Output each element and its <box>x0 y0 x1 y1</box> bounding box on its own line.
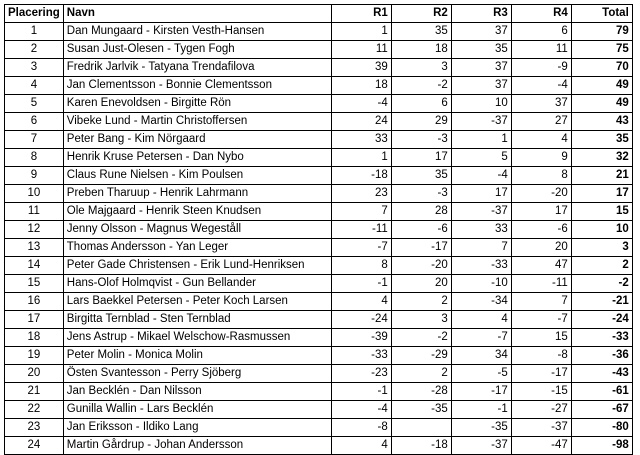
cell-r2: 6 <box>391 95 451 113</box>
cell-total: -36 <box>571 347 632 365</box>
cell-navn: Preben Tharuup - Henrik Lahrmann <box>63 185 331 203</box>
cell-r2: 3 <box>391 59 451 77</box>
table-row <box>5 257 633 275</box>
cell-r4: 6 <box>511 23 571 41</box>
cell-r1: 24 <box>331 113 391 131</box>
cell-placering: 2 <box>5 41 64 59</box>
cell-r4: 9 <box>511 149 571 167</box>
cell-r3: -10 <box>451 275 511 293</box>
header-row <box>5 5 633 23</box>
cell-placering: 23 <box>5 419 64 437</box>
cell-r4: -9 <box>511 59 571 77</box>
cell-navn: Thomas Andersson - Yan Leger <box>63 239 331 257</box>
cell-total: 3 <box>571 239 632 257</box>
cell-r2: 35 <box>391 23 451 41</box>
cell-r1: -33 <box>331 347 391 365</box>
cell-r4: -8 <box>511 347 571 365</box>
cell-r4: -47 <box>511 437 571 455</box>
cell-total: 21 <box>571 167 632 185</box>
cell-r2: -3 <box>391 131 451 149</box>
table-row <box>5 167 633 185</box>
cell-r2 <box>391 419 451 437</box>
table-row <box>5 23 633 41</box>
cell-navn: Peter Gade Christensen - Erik Lund-Henriksen <box>63 257 331 275</box>
cell-total: 2 <box>571 257 632 275</box>
cell-r1: 8 <box>331 257 391 275</box>
cell-total: 49 <box>571 95 632 113</box>
cell-navn: Ole Majgaard - Henrik Steen Knudsen <box>63 203 331 221</box>
cell-navn: Dan Mungaard - Kirsten Vesth-Hansen <box>63 23 331 41</box>
cell-r3: 33 <box>451 221 511 239</box>
cell-r4: 17 <box>511 203 571 221</box>
table-row <box>5 293 633 311</box>
cell-r1: 7 <box>331 203 391 221</box>
cell-r2: -35 <box>391 401 451 419</box>
table-row <box>5 113 633 131</box>
cell-r1: 4 <box>331 293 391 311</box>
cell-r2: 29 <box>391 113 451 131</box>
cell-navn: Jens Astrup - Mikael Welschow-Rasmussen <box>63 329 331 347</box>
cell-r4: 27 <box>511 113 571 131</box>
cell-r2: 2 <box>391 293 451 311</box>
cell-navn: Jan Becklén - Dan Nilsson <box>63 383 331 401</box>
cell-r1: 39 <box>331 59 391 77</box>
cell-total: 15 <box>571 203 632 221</box>
cell-r4: 47 <box>511 257 571 275</box>
cell-r2: -3 <box>391 185 451 203</box>
cell-placering: 5 <box>5 95 64 113</box>
cell-placering: 8 <box>5 149 64 167</box>
cell-total: -2 <box>571 275 632 293</box>
cell-r3: 5 <box>451 149 511 167</box>
cell-r2: -29 <box>391 347 451 365</box>
table-row <box>5 419 633 437</box>
cell-r4: -6 <box>511 221 571 239</box>
cell-navn: Lars Baekkel Petersen - Peter Koch Larsen <box>63 293 331 311</box>
cell-r4: -4 <box>511 77 571 95</box>
cell-r1: -8 <box>331 419 391 437</box>
cell-placering: 3 <box>5 59 64 77</box>
cell-r1: 4 <box>331 437 391 455</box>
table-row <box>5 95 633 113</box>
cell-r4: 15 <box>511 329 571 347</box>
cell-total: 75 <box>571 41 632 59</box>
header-r1: R1 <box>331 5 391 23</box>
table-row <box>5 275 633 293</box>
cell-placering: 19 <box>5 347 64 365</box>
cell-r1: -23 <box>331 365 391 383</box>
cell-total: -98 <box>571 437 632 455</box>
cell-placering: 21 <box>5 383 64 401</box>
cell-total: -61 <box>571 383 632 401</box>
cell-navn: Peter Bang - Kim Nörgaard <box>63 131 331 149</box>
cell-total: -67 <box>571 401 632 419</box>
cell-total: 10 <box>571 221 632 239</box>
cell-total: 32 <box>571 149 632 167</box>
cell-r3: 4 <box>451 311 511 329</box>
cell-r3: -35 <box>451 419 511 437</box>
cell-total: -21 <box>571 293 632 311</box>
cell-placering: 9 <box>5 167 64 185</box>
cell-r2: 17 <box>391 149 451 167</box>
table-row <box>5 185 633 203</box>
table-row <box>5 41 633 59</box>
cell-r2: 20 <box>391 275 451 293</box>
cell-r1: 33 <box>331 131 391 149</box>
cell-r2: 2 <box>391 365 451 383</box>
cell-r4: 4 <box>511 131 571 149</box>
table-row <box>5 383 633 401</box>
cell-r4: -11 <box>511 275 571 293</box>
cell-total: -43 <box>571 365 632 383</box>
table-row <box>5 401 633 419</box>
results-table <box>4 4 633 455</box>
cell-r3: 17 <box>451 185 511 203</box>
cell-navn: Jan Clementsson - Bonnie Clementsson <box>63 77 331 95</box>
cell-r2: 35 <box>391 167 451 185</box>
cell-total: 35 <box>571 131 632 149</box>
cell-r3: 10 <box>451 95 511 113</box>
cell-navn: Vibeke Lund - Martin Christoffersen <box>63 113 331 131</box>
cell-r3: 37 <box>451 23 511 41</box>
cell-r3: 35 <box>451 41 511 59</box>
cell-r3: 1 <box>451 131 511 149</box>
cell-navn: Birgitta Ternblad - Sten Ternblad <box>63 311 331 329</box>
table-row <box>5 329 633 347</box>
cell-placering: 18 <box>5 329 64 347</box>
table-row <box>5 77 633 95</box>
cell-placering: 16 <box>5 293 64 311</box>
cell-r4: 37 <box>511 95 571 113</box>
cell-placering: 17 <box>5 311 64 329</box>
cell-r2: 28 <box>391 203 451 221</box>
cell-r2: -20 <box>391 257 451 275</box>
cell-total: 70 <box>571 59 632 77</box>
cell-r1: -24 <box>331 311 391 329</box>
cell-r1: -4 <box>331 95 391 113</box>
cell-placering: 7 <box>5 131 64 149</box>
cell-total: 79 <box>571 23 632 41</box>
cell-r2: 3 <box>391 311 451 329</box>
cell-r3: -33 <box>451 257 511 275</box>
cell-r1: -18 <box>331 167 391 185</box>
table-row <box>5 239 633 257</box>
cell-navn: Jenny Olsson - Magnus Wegeståll <box>63 221 331 239</box>
cell-placering: 11 <box>5 203 64 221</box>
cell-r2: -2 <box>391 77 451 95</box>
cell-r3: -17 <box>451 383 511 401</box>
cell-navn: Peter Molin - Monica Molin <box>63 347 331 365</box>
cell-placering: 14 <box>5 257 64 275</box>
cell-placering: 20 <box>5 365 64 383</box>
cell-r4: -7 <box>511 311 571 329</box>
cell-placering: 12 <box>5 221 64 239</box>
table-row <box>5 311 633 329</box>
cell-r1: -7 <box>331 239 391 257</box>
header-placering: Placering <box>5 5 64 23</box>
cell-placering: 24 <box>5 437 64 455</box>
cell-r3: 37 <box>451 77 511 95</box>
cell-placering: 10 <box>5 185 64 203</box>
cell-r2: -17 <box>391 239 451 257</box>
cell-r4: -17 <box>511 365 571 383</box>
header-r2: R2 <box>391 5 451 23</box>
cell-r1: -1 <box>331 275 391 293</box>
header-navn: Navn <box>63 5 331 23</box>
cell-placering: 13 <box>5 239 64 257</box>
table-row <box>5 203 633 221</box>
cell-r4: 8 <box>511 167 571 185</box>
header-total: Total <box>571 5 632 23</box>
cell-r3: -4 <box>451 167 511 185</box>
cell-r3: -37 <box>451 203 511 221</box>
cell-r4: -27 <box>511 401 571 419</box>
cell-r2: -2 <box>391 329 451 347</box>
cell-r4: -20 <box>511 185 571 203</box>
cell-r4: 20 <box>511 239 571 257</box>
cell-placering: 22 <box>5 401 64 419</box>
table-row <box>5 437 633 455</box>
cell-total: 43 <box>571 113 632 131</box>
cell-r3: -37 <box>451 437 511 455</box>
cell-navn: Susan Just-Olesen - Tygen Fogh <box>63 41 331 59</box>
cell-placering: 15 <box>5 275 64 293</box>
cell-r1: -1 <box>331 383 391 401</box>
cell-placering: 4 <box>5 77 64 95</box>
cell-navn: Karen Enevoldsen - Birgitte Rön <box>63 95 331 113</box>
cell-navn: Martin Gårdrup - Johan Andersson <box>63 437 331 455</box>
cell-r3: -1 <box>451 401 511 419</box>
cell-placering: 6 <box>5 113 64 131</box>
cell-r4: -15 <box>511 383 571 401</box>
header-r3: R3 <box>451 5 511 23</box>
cell-placering: 1 <box>5 23 64 41</box>
cell-r3: -34 <box>451 293 511 311</box>
cell-r2: -18 <box>391 437 451 455</box>
cell-r4: 7 <box>511 293 571 311</box>
cell-total: 49 <box>571 77 632 95</box>
table-row <box>5 131 633 149</box>
cell-r3: 7 <box>451 239 511 257</box>
table-row <box>5 347 633 365</box>
cell-total: -24 <box>571 311 632 329</box>
cell-r1: 18 <box>331 77 391 95</box>
cell-r1: 23 <box>331 185 391 203</box>
cell-total: 17 <box>571 185 632 203</box>
cell-navn: Gunilla Wallin - Lars Becklén <box>63 401 331 419</box>
cell-navn: Henrik Kruse Petersen - Dan Nybo <box>63 149 331 167</box>
cell-r1: -11 <box>331 221 391 239</box>
cell-r1: -39 <box>331 329 391 347</box>
cell-navn: Fredrik Jarlvik - Tatyana Trendafilova <box>63 59 331 77</box>
cell-r1: 1 <box>331 149 391 167</box>
cell-r2: 18 <box>391 41 451 59</box>
cell-r2: -28 <box>391 383 451 401</box>
cell-r3: 34 <box>451 347 511 365</box>
cell-r4: 11 <box>511 41 571 59</box>
table-row <box>5 221 633 239</box>
header-r4: R4 <box>511 5 571 23</box>
cell-r2: -6 <box>391 221 451 239</box>
cell-total: -33 <box>571 329 632 347</box>
table-row <box>5 365 633 383</box>
cell-r3: 37 <box>451 59 511 77</box>
cell-navn: Jan Eriksson - Ildiko Lang <box>63 419 331 437</box>
table-row <box>5 149 633 167</box>
cell-navn: Östen Svantesson - Perry Sjöberg <box>63 365 331 383</box>
table-row <box>5 59 633 77</box>
cell-r3: -7 <box>451 329 511 347</box>
cell-navn: Hans-Olof Holmqvist - Gun Bellander <box>63 275 331 293</box>
cell-total: -80 <box>571 419 632 437</box>
cell-navn: Claus Rune Nielsen - Kim Poulsen <box>63 167 331 185</box>
cell-r3: -5 <box>451 365 511 383</box>
cell-r1: -4 <box>331 401 391 419</box>
cell-r1: 11 <box>331 41 391 59</box>
cell-r4: -37 <box>511 419 571 437</box>
cell-r3: -37 <box>451 113 511 131</box>
cell-r1: 1 <box>331 23 391 41</box>
